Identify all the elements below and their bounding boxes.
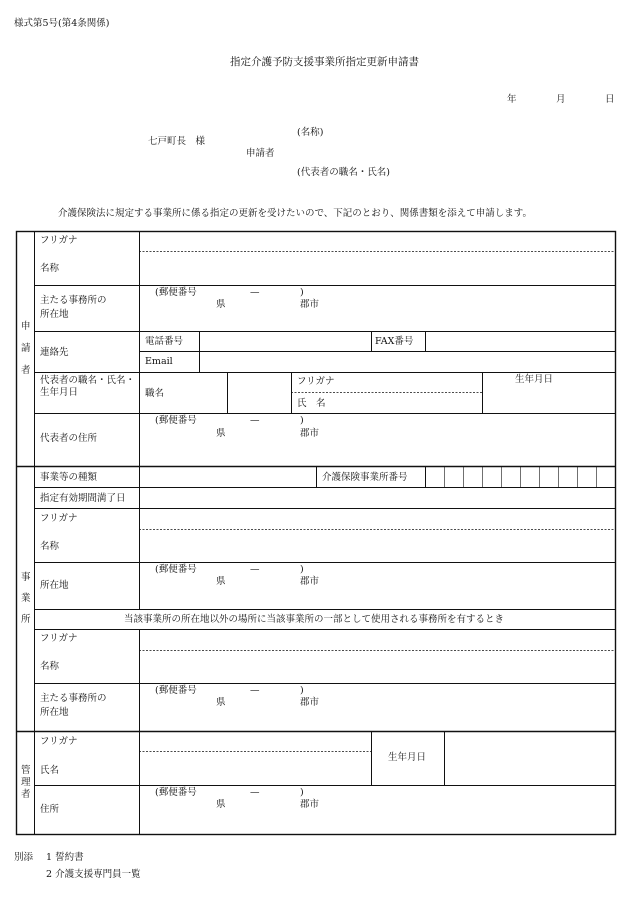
business-type-label: 事業等の種類 [40, 472, 98, 483]
rep-city-label: 郡市 [300, 428, 320, 439]
applicant-label: 申請者 [246, 148, 275, 159]
branch-postal-dash: — [250, 685, 260, 696]
branch-address-label-1: 主たる事務所の [40, 693, 107, 704]
phone-label: 電話番号 [145, 336, 184, 347]
applicant-name-label: (名称) [297, 127, 324, 138]
expiry-label: 指定有効期間満了日 [40, 493, 126, 504]
prefecture-label: 県 [216, 299, 226, 310]
attachments-label: 別添 [14, 852, 34, 863]
rep-postal-dash: — [250, 415, 260, 426]
section-office-3: 所 [21, 614, 31, 625]
form-number: 様式第5号(第4条関係) [14, 18, 110, 29]
email-label: Email [145, 356, 173, 367]
rep-info-label-2: 生年月日 [40, 387, 79, 398]
date-month-label: 月 [556, 94, 566, 105]
office-address-label-2: 所在地 [40, 309, 69, 320]
office-postal-close: ) [300, 564, 304, 575]
section-office-2: 業 [21, 593, 31, 604]
date-year-label: 年 [507, 94, 517, 105]
rep-info-label-1: 代表者の職名・氏名・ [40, 375, 136, 386]
manager-address-label: 住所 [40, 804, 60, 815]
manager-birth-label: 生年月日 [388, 752, 427, 763]
rep-name-label: 氏 名 [297, 398, 326, 409]
section-applicant-3: 者 [21, 365, 31, 376]
applicant-name-row-label: 名称 [40, 263, 60, 274]
office-address-label-1: 主たる事務所の [40, 295, 107, 306]
manager-furigana-label: フリガナ [40, 736, 78, 747]
section-applicant-2: 請 [21, 343, 31, 354]
rep-address-label: 代表者の住所 [40, 433, 98, 444]
section-manager-2: 理 [21, 777, 31, 788]
branch-postal-close: ) [300, 685, 304, 696]
manager-city-label: 郡市 [300, 799, 320, 810]
recipient: 七戸町長 様 [148, 136, 206, 147]
branch-prefecture-label: 県 [216, 697, 226, 708]
rep-postal-label: (郵便番号 [155, 415, 197, 426]
branch-name-label: 名称 [40, 661, 60, 672]
office-location-label: 所在地 [40, 580, 69, 591]
applicant-furigana-label: フリガナ [40, 235, 78, 246]
section-manager-1: 管 [21, 765, 31, 776]
postal-close: ) [300, 287, 304, 298]
representative-label: (代表者の職名・氏名) [297, 167, 390, 178]
branch-postal-label: (郵便番号 [155, 685, 197, 696]
branch-furigana-label: フリガナ [40, 633, 78, 644]
fax-label: FAX番号 [375, 336, 414, 347]
intro-text: 介護保険法に規定する事業所に係る指定の更新を受けたいので、下記のとおり、関係書類を添えて申請します。 [58, 208, 533, 219]
other-place-note: 当該事業所の所在地以外の場所に当該事業所の一部として使用される事務所を有するとき [124, 614, 505, 625]
postal-label: (郵便番号 [155, 287, 197, 298]
office-postal-label: (郵便番号 [155, 564, 197, 575]
job-title-label: 職名 [145, 388, 165, 399]
city-label: 郡市 [300, 299, 320, 310]
manager-prefecture-label: 県 [216, 799, 226, 810]
rep-prefecture-label: 県 [216, 428, 226, 439]
manager-postal-label: (郵便番号 [155, 787, 197, 798]
manager-name-label: 氏名 [40, 765, 60, 776]
form-title: 指定介護予防支援事業所指定更新申請書 [230, 56, 419, 68]
rep-birth-label: 生年月日 [515, 374, 554, 385]
section-applicant-1: 申 [21, 321, 31, 332]
office-postal-dash: — [250, 564, 260, 575]
contact-label: 連絡先 [40, 347, 69, 358]
section-office-1: 事 [21, 572, 31, 583]
date-day-label: 日 [605, 94, 615, 105]
manager-postal-dash: — [250, 787, 260, 798]
postal-dash: — [250, 287, 260, 298]
office-furigana-label: フリガナ [40, 513, 78, 524]
manager-postal-close: ) [300, 787, 304, 798]
attachment-2: 2 介護支援専門員一覧 [46, 869, 141, 880]
insurance-number-label: 介護保険事業所番号 [322, 472, 408, 483]
rep-postal-close: ) [300, 415, 304, 426]
attachment-1: 1 誓約書 [46, 852, 84, 863]
office-name-label: 名称 [40, 541, 60, 552]
office-prefecture-label: 県 [216, 576, 226, 587]
section-manager-3: 者 [21, 789, 31, 800]
branch-city-label: 郡市 [300, 697, 320, 708]
rep-furigana-label: フリガナ [297, 376, 335, 387]
branch-address-label-2: 所在地 [40, 707, 69, 718]
office-city-label: 郡市 [300, 576, 320, 587]
